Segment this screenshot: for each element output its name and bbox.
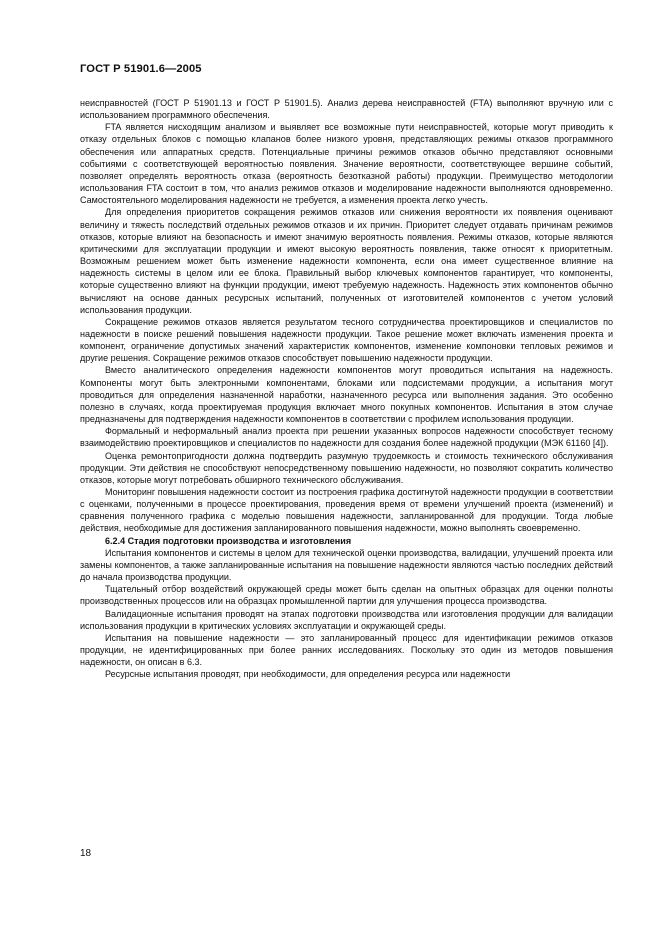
document-header: ГОСТ Р 51901.6—2005 xyxy=(80,63,202,75)
document-body xyxy=(80,97,613,681)
paragraph: Испытания на повышение надежности — это запланированный процесс для идентификации режимов отказов продукции, не идентифицированных при более ранних исследованиях. Поскольку это один из методов повышения надежности, он описан в 6.3. xyxy=(80,632,613,668)
paragraph: Вместо аналитического определения надежности компонентов могут проводиться испытания на надежность. Компоненты могут быть электронными компонентами, блоками или подсистемами продукции, а испытания могут проводиться для определения назначенной наработки, назначенного ресурса или выполнения задания. Это особенно полезно в случаях, когда проектируемая продукция включает много покупных компонентов. Испытания в этом случае предназначены для подтверждения надежности компонентов в соответствии с профилем использования продукции. xyxy=(80,365,613,425)
paragraph: FTA является нисходящим анализом и выявляет все возможные пути неисправностей, которые могут приводить к отказу отдельных блоков с помощью клапанов более низкого уровня, представляющих режимы отказов программного обеспечения или аппаратных средств. Потенциальные причины режимов отказов обычно представляют основными событиями с соответствующей вероятностью появления. Значение вероятности, соответствующее вершине событий, позволяет определять вероятность отказа (вероятность безотказной работы) продукции. Преимущество методологии использования FTA состоит в том, что анализ режимов отказов и моделирование надежности выполняются одновременно. Самостоятельного моделирования надежности не требуется, а изменения проекта легко учесть. xyxy=(80,122,613,206)
paragraph: Сокращение режимов отказов является результатом тесного сотрудничества проектировщиков и специалистов по надежности в поиске решений повышения надежности продукции. Такое решение может включать изменения проекта и компонент, ограничение допустимых значений характеристик компонентов, изменение компоновки тепловых режимов и другие решения. Сокращение режимов отказов способствует повышению надежности продукции. xyxy=(80,316,613,364)
paragraph: Для определения приоритетов сокращения режимов отказов или снижения вероятности их появления оценивают величину и тяжесть последствий отдельных режимов отказов и их причин. Приоритет следует отдавать причинам режимов отказов, которые влияют на безопасность и имеют значимую вероятность появления. Режимы отказов, которые являются критическими для эксплуатации продукции и имеют высокую вероятность появления, также относят к приоритетным. Возможным решением может быть изменение надежности компонента, если она имеет существенное влияние на надежность системы в целом или ее блока. Правильный выбор ключевых компонентов гарантирует, что компоненты, которые существенно влияют на функции продукции, имеют требуемую надежность. Надежность этих компонентов обычно вычисляют на основе данных ресурсных испытаний, полученных от изготовителей компонентов с учетом условий использования продукции. xyxy=(80,207,613,315)
paragraph: Ресурсные испытания проводят, при необходимости, для определения ресурса или надежности xyxy=(105,669,511,680)
paragraph: Мониторинг повышения надежности состоит из построения графика достигнутой надежности продукции в соответствии с оценками, полученными в процессе проектирования, проведения время от времени улучшений проекта (изменений) и сравнения полученного графика с моделью повышения надежности, запланированной для продукции. Тогда любые действия, необходимые для достижения запланированного повышения надежности, можно выполнять своевременно. xyxy=(80,487,613,534)
paragraph: Валидационные испытания проводят на этапах подготовки производства или изготовления продукции для валидации использования продукции в критических условиях эксплуатации и окружающей среды. xyxy=(80,608,613,631)
page-number: 18 xyxy=(80,848,92,859)
section-heading: 6.2.4 Стадия подготовки производства и изготовления xyxy=(105,535,352,546)
paragraph: Формальный и неформальный анализ проекта при решении указанных вопросов надежности способствует тесному взаимодействию проектировщиков и специалистов по надежности для создания более надежной продукции (МЭК 61160 [4]). xyxy=(80,426,613,449)
paragraph: Оценка ремонтопригодности должна подтвердить разумную трудоемкость и стоимость технического обслуживания продукции. Эти действия не способствуют непосредственному повышению надежности, но позволяют сократить количество отказов, которые могут потребовать обширного технического обслуживания. xyxy=(80,450,613,485)
paragraph: Тщательный отбор воздействий окружающей среды может быть сделан на опытных образцах для оценки полноты производственных процессов или на образцах промышленной партии для улучшения процесса производства. xyxy=(80,584,613,607)
paragraph: Испытания компонентов и системы в целом для технической оценки производства, валидации, улучшений проекта или замены компонентов, а также запланированные испытания на повышение надежности являются частью последних действий до начала производства продукции. xyxy=(80,547,613,583)
paragraph: неисправностей (ГОСТ Р 51901.13 и ГОСТ Р 51901.5). Анализ дерева неисправностей (FTA) выполняют вручную или с использованием программного обеспечения. xyxy=(80,98,613,121)
